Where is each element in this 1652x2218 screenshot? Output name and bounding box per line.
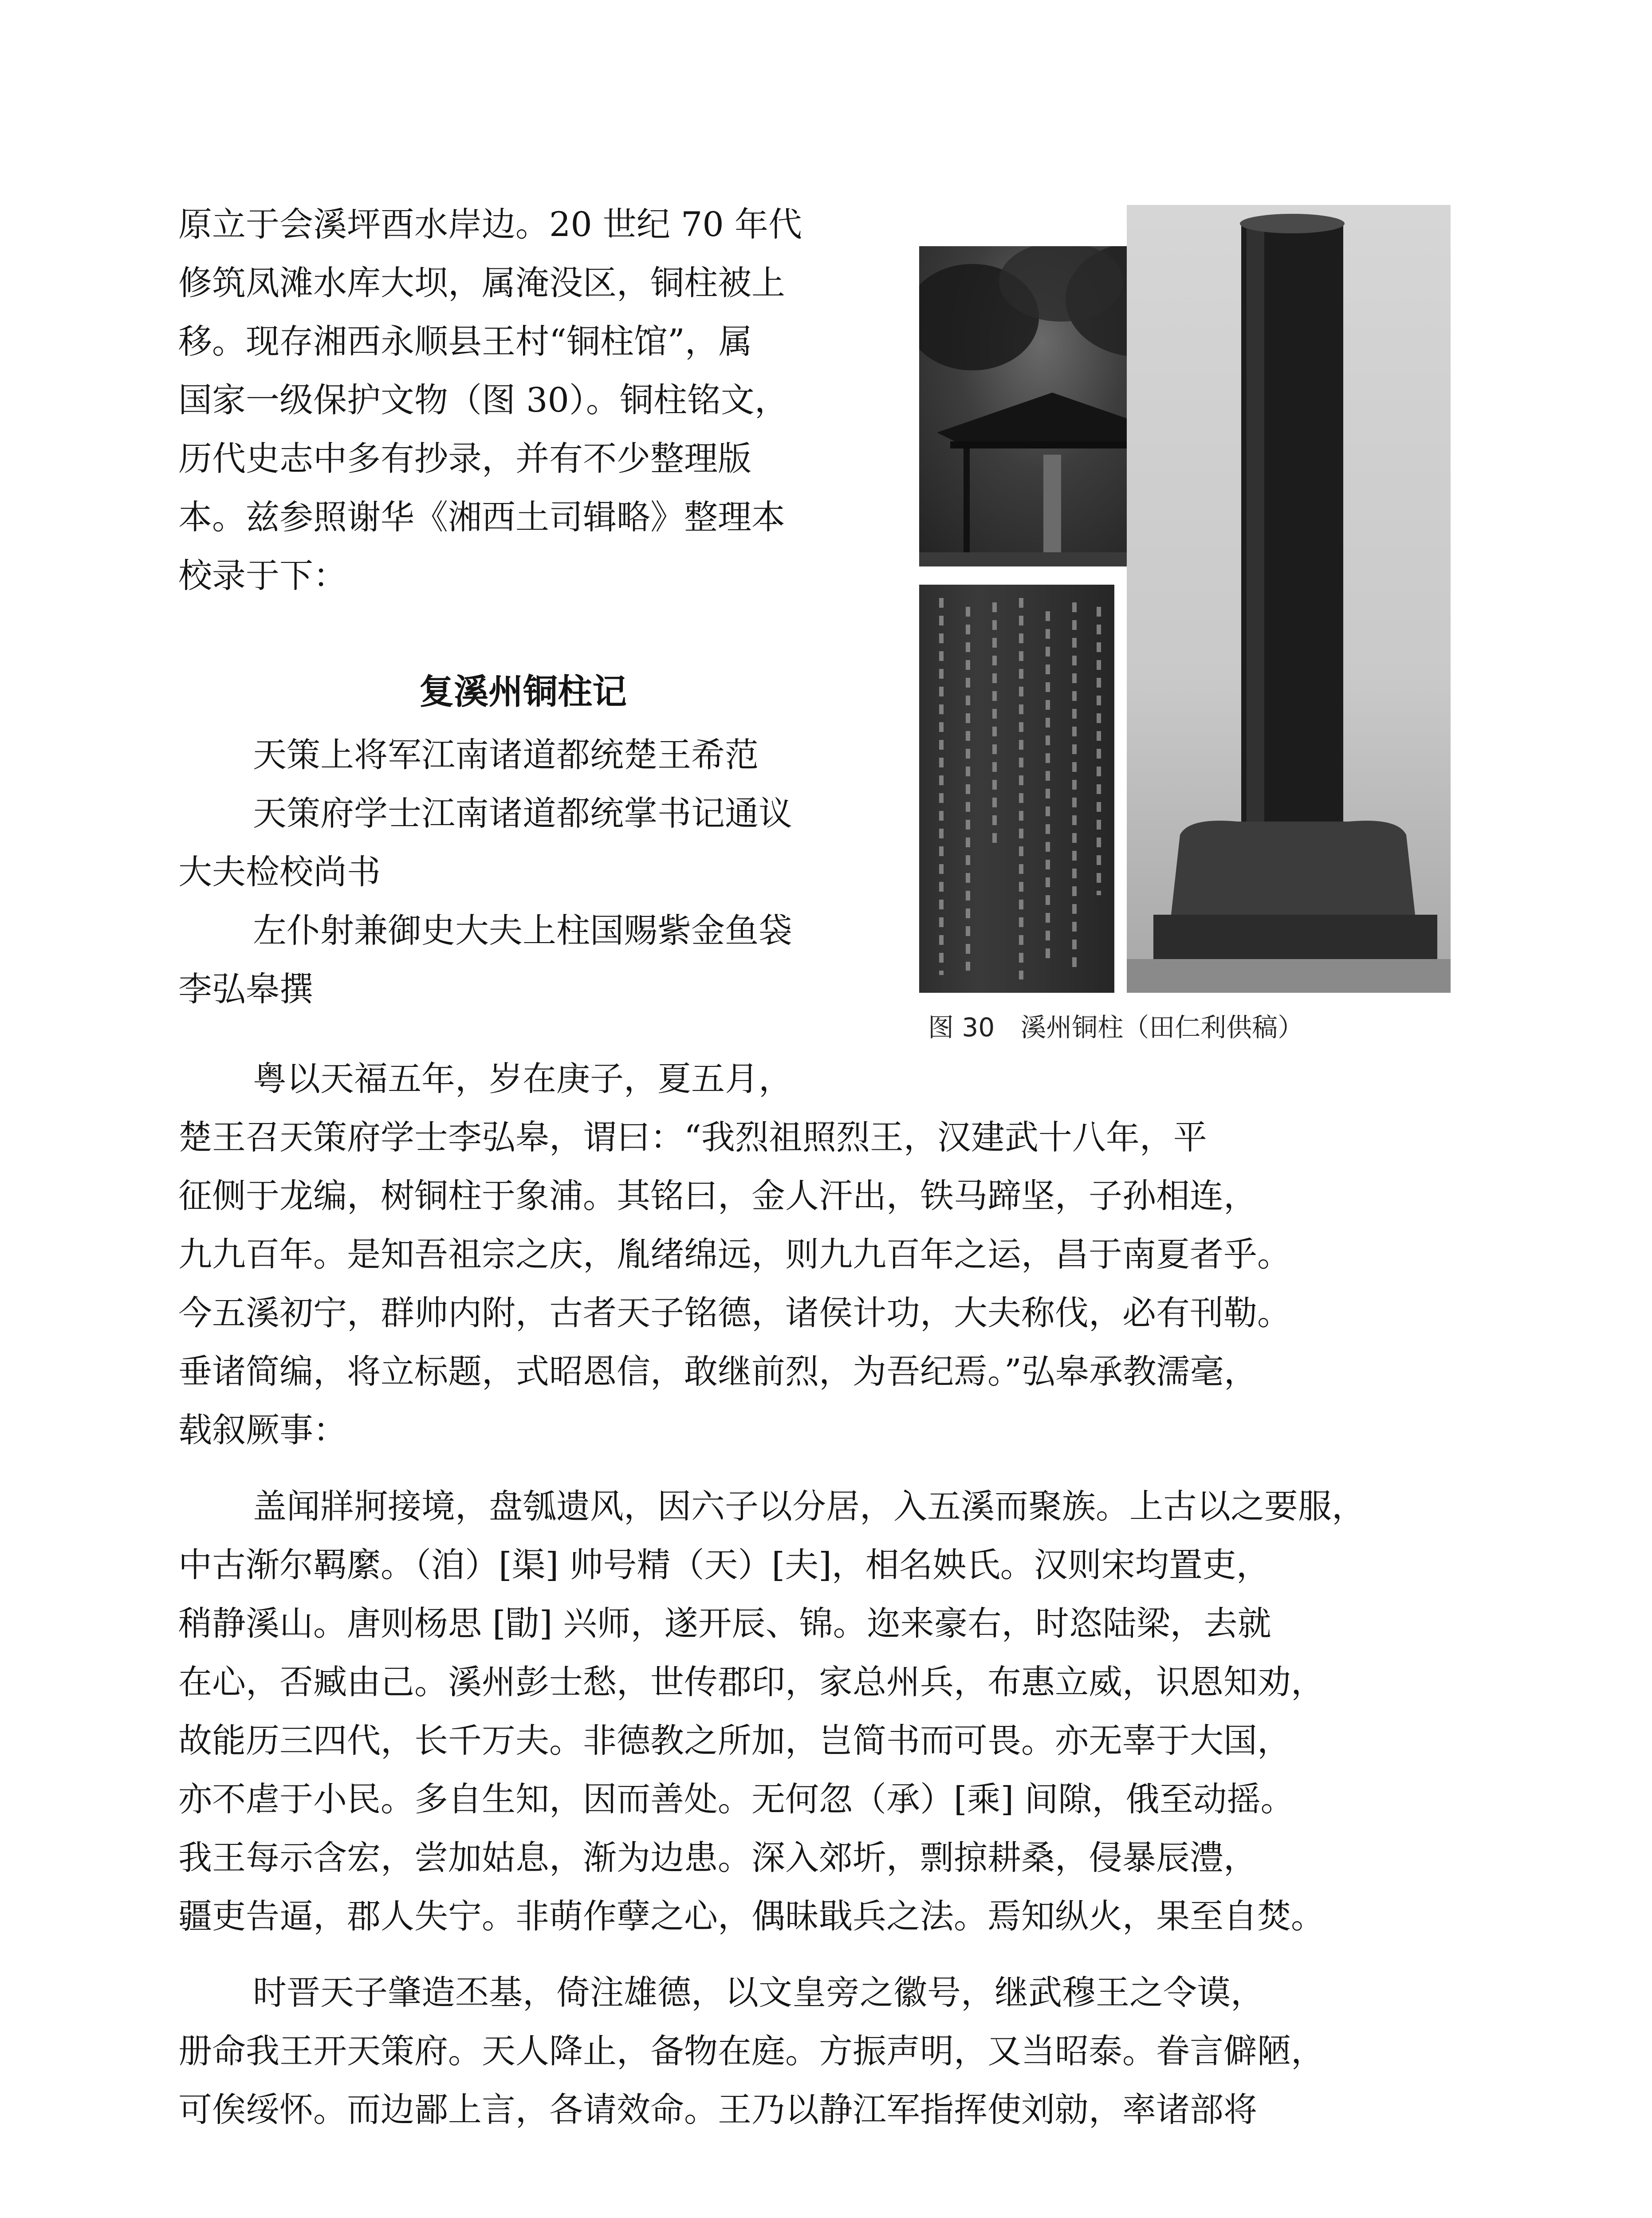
- byline-line: 天策府学士江南诸道都统掌书记通议: [253, 794, 792, 833]
- body-line: 楚王召天策府学士李弘皋，谓曰：“我烈祖照烈王，汉建武十八年，平: [178, 1117, 1207, 1157]
- body-line: 册命我王开天策府。天人降止，备物在庭。方振声明，又当昭泰。眷言僻陋，: [178, 2031, 1325, 2071]
- byline-line: 天策上将军江南诸道都统楚王希范: [253, 735, 759, 775]
- bronze-pillar-photo: [1127, 205, 1451, 993]
- body-line: 时晋天子肇造丕基，倚注雄德，以文皇旁之徽号，继武穆王之令谟，: [253, 1973, 1264, 2012]
- body-line: 载叙厥事：: [178, 1410, 347, 1450]
- body-line: 我王每示含宏，尝加姑息，渐为边患。深入郊圻，剽掠耕桑，侵暴辰澧，: [178, 1838, 1257, 1877]
- body-line: 征侧于龙编，树铜柱于象浦。其铭曰，金人汗出，铁马蹄坚，子孙相连，: [178, 1176, 1257, 1215]
- body-line: 故能历三四代，长千万夫。非德教之所加，岂简书而可畏。亦无辜于大国，: [178, 1721, 1291, 1760]
- intro-line: 原立于会溪坪酉水岸边。20 世纪 70 年代: [178, 204, 802, 244]
- intro-line: 本。兹参照谢华《湘西土司辑略》整理本: [178, 497, 785, 537]
- byline-line: 左仆射兼御史大夫上柱国赐紫金鱼袋: [253, 911, 792, 950]
- body-line: 在心，否臧由己。溪州彭士愁，世传郡印，家总州兵，布惠立威，识恩知劝，: [178, 1662, 1325, 1702]
- body-line: 今五溪初宁，群帅内附，古者天子铭德，诸侯计功，大夫称伐，必有刊勒。: [178, 1293, 1291, 1333]
- inscription-photo: [919, 585, 1114, 993]
- body-line: 粤以天福五年，岁在庚子，夏五月，: [253, 1059, 792, 1098]
- intro-line: 校录于下：: [178, 556, 347, 595]
- body-line: 垂诸简编，将立标题，式昭恩信，敢继前烈，为吾纪焉。”弘皋承教濡毫，: [178, 1352, 1258, 1391]
- body-line: 稍静溪山。唐则杨思 [勖] 兴师，遂开辰、锦。迩来豪右，时恣陆梁，去就: [178, 1604, 1271, 1643]
- body-line: 九九百年。是知吾祖宗之庆，胤绪绵远，则九九百年之运，昌于南夏者乎。: [178, 1235, 1291, 1274]
- intro-line: 修筑凤滩水库大坝，属淹没区，铜柱被上: [178, 263, 785, 303]
- body-line: 亦不虐于小民。多自生知，因而善处。无何忽（承）[乘] 间隙，俄至动摇。: [178, 1779, 1294, 1819]
- intro-line: 移。现存湘西永顺县王村“铜柱馆”，属: [178, 322, 752, 361]
- byline-line: 大夫检校尚书: [178, 852, 381, 892]
- body-line: 中古渐尔羁縻。（洎）[渠] 帅号精（天）[夫]，相名姎氏。汉则宋均置吏，: [178, 1545, 1270, 1585]
- intro-line: 国家一级保护文物（图 30）。铜柱铭文，: [178, 380, 788, 420]
- body-line: 疆吏告逼，郡人失宁。非萌作孽之心，偶昧戢兵之法。焉知纵火，果至自焚。: [178, 1896, 1325, 1936]
- body-line: 可俟绥怀。而边鄙上言，各请效命。王乃以静江军指挥使刘勍，率诸部将: [178, 2090, 1257, 2129]
- intro-line: 历代史志中多有抄录，并有不少整理版: [178, 439, 751, 478]
- body-line: 盖闻牂牁接境，盘瓠遗风，因六子以分居，入五溪而聚族。上古以之要服，: [253, 1487, 1365, 1526]
- inscription-title: 复溪州铜柱记: [419, 672, 627, 712]
- figure-caption: 图 30 溪州铜柱（田仁利供稿）: [928, 1012, 1304, 1042]
- byline-line: 李弘皋撰: [178, 969, 313, 1009]
